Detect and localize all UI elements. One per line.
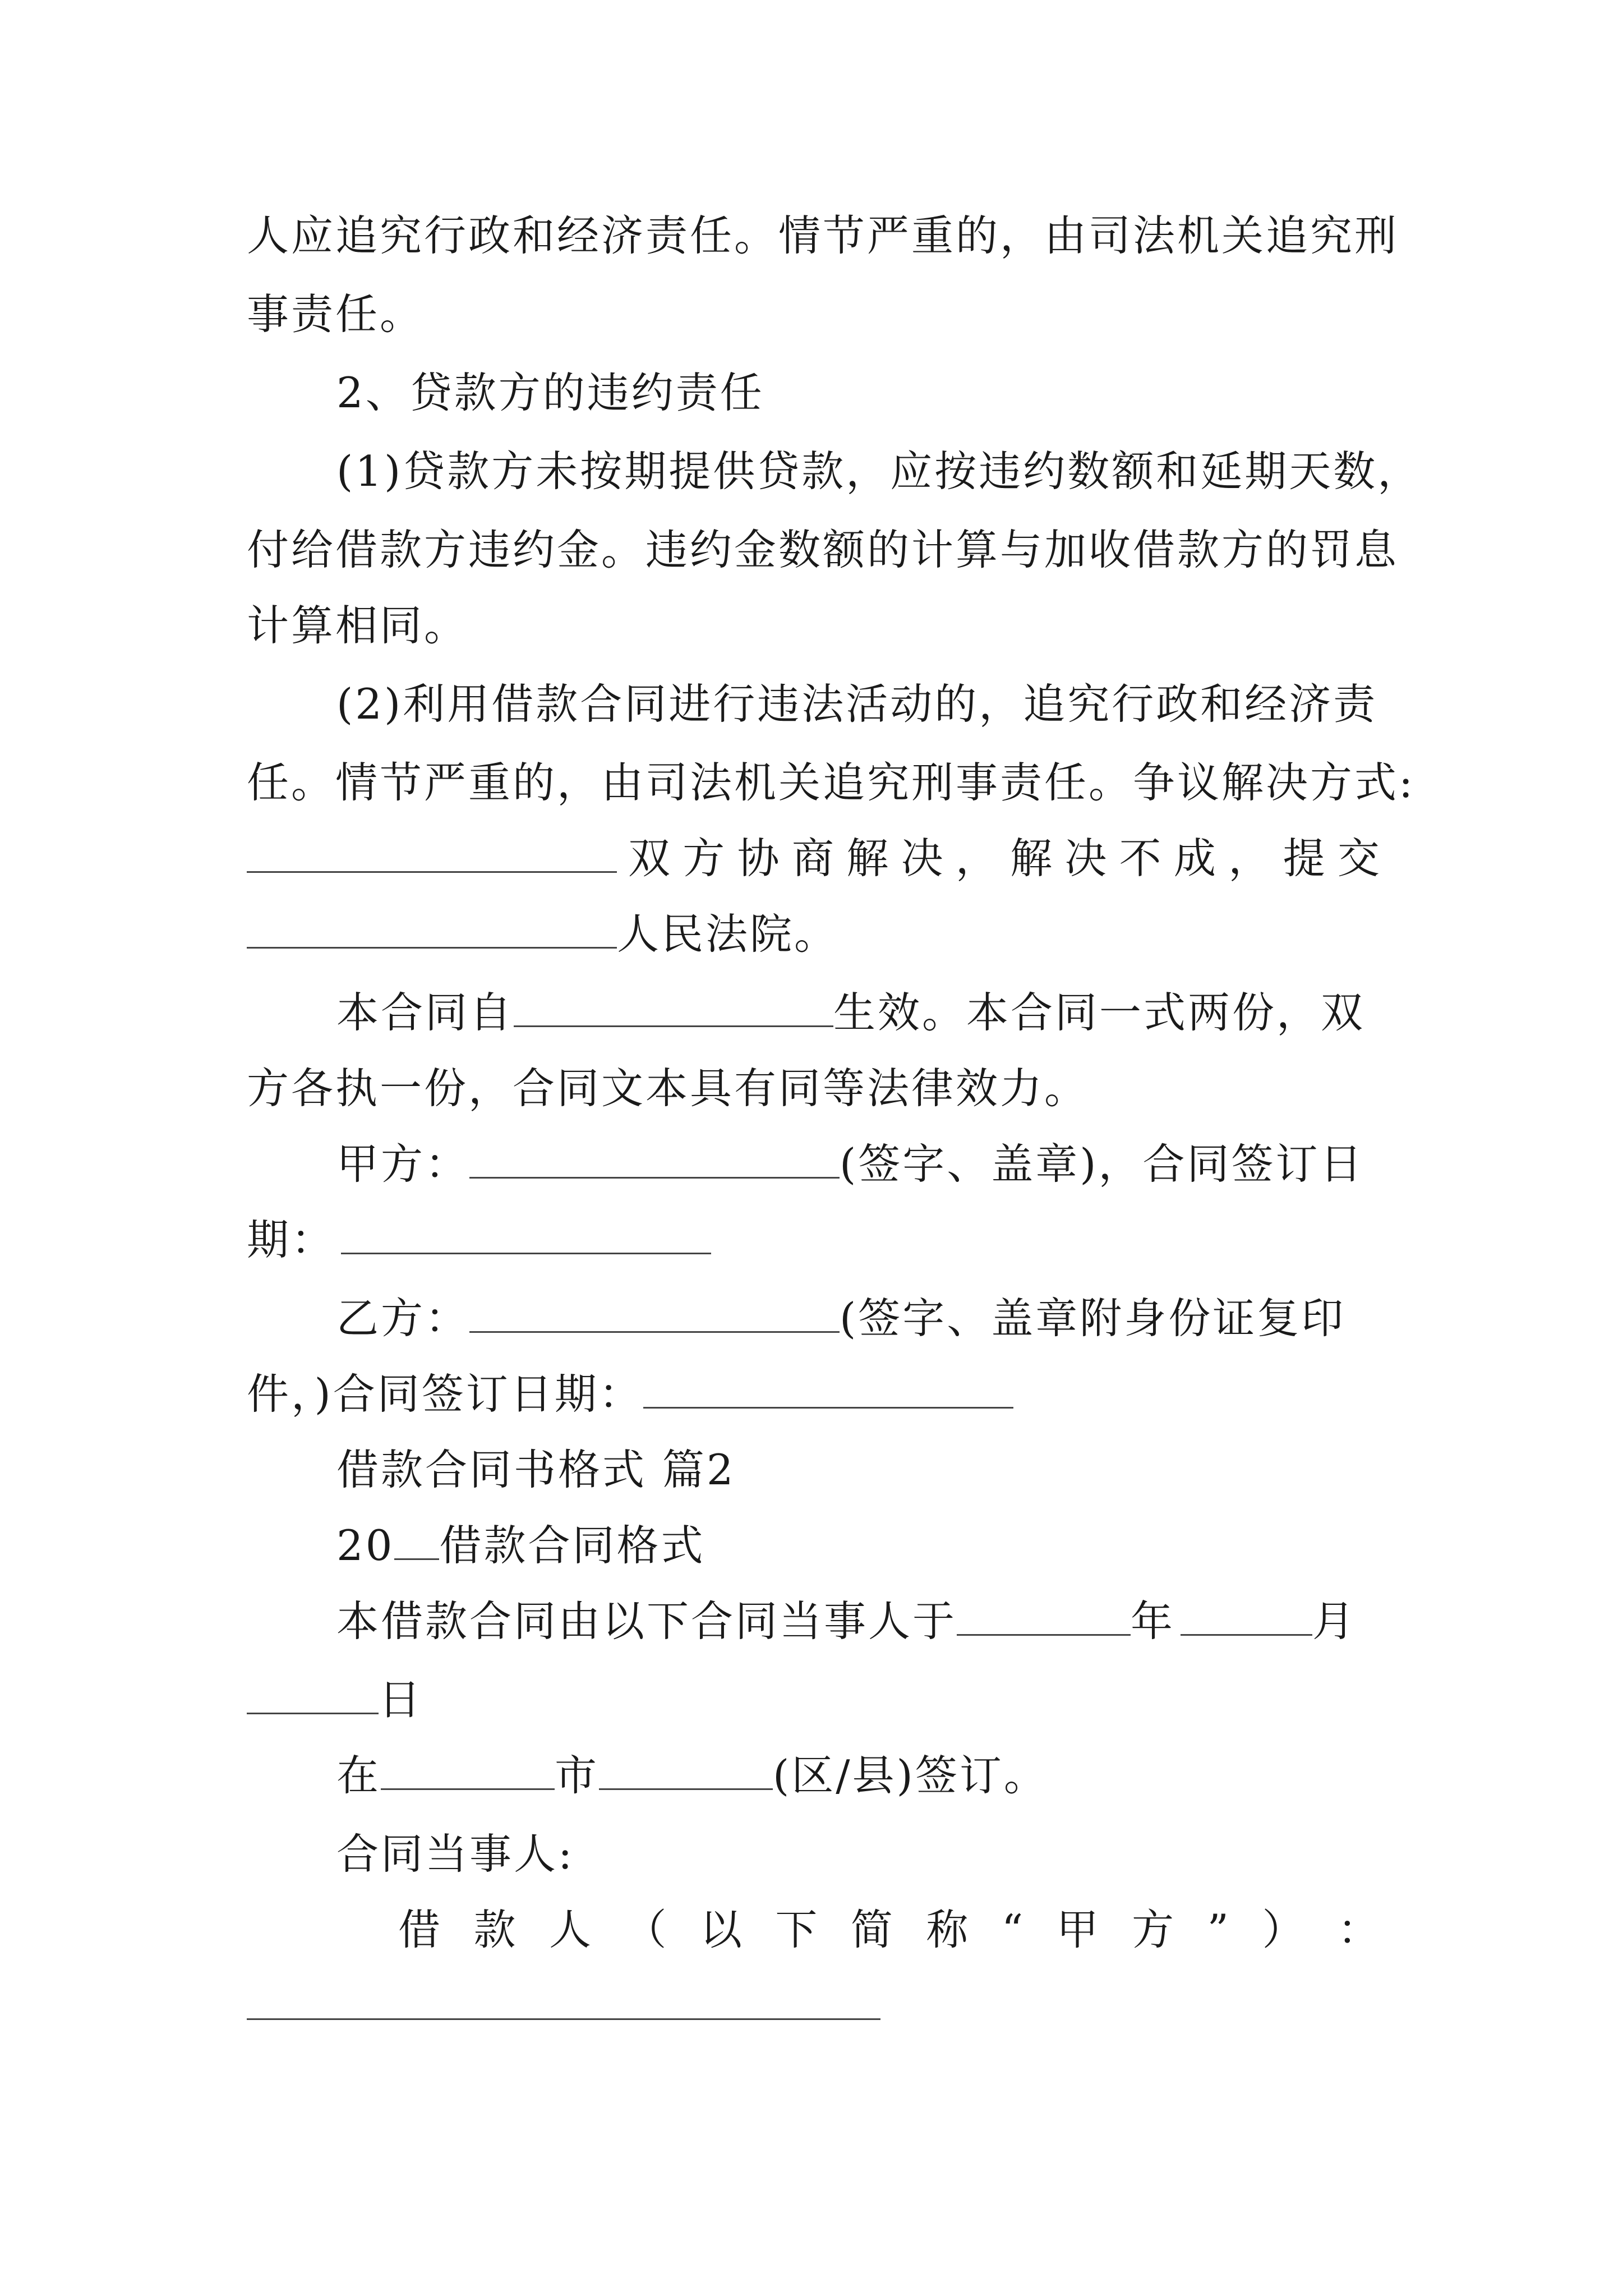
blank-field bbox=[247, 835, 617, 873]
text: 借款合同格式 bbox=[439, 1521, 706, 1570]
text: 日 bbox=[379, 1675, 423, 1724]
paragraph-line: 方各执一份，合同文本具有同等法律效力。 bbox=[247, 1064, 1089, 1113]
party-b-line bbox=[336, 1290, 1380, 1346]
blank-field bbox=[394, 1522, 439, 1560]
text: 本借款合同由以下合同当事人于 bbox=[336, 1596, 957, 1646]
effective-line bbox=[336, 984, 1380, 1041]
paragraph-line: 事责任。 bbox=[247, 289, 425, 339]
blank-field bbox=[643, 1371, 1013, 1409]
title-line bbox=[336, 1517, 1380, 1573]
text: 件，)合同签订日期： bbox=[247, 1369, 643, 1419]
blank-field bbox=[341, 1217, 711, 1254]
blank-field bbox=[381, 1752, 555, 1790]
text: 乙方： bbox=[336, 1294, 470, 1343]
paragraph-line: (2)利用借款合同进行违法活动的，追究行政和经济责 bbox=[336, 679, 1378, 729]
paragraph-line: 任。情节严重的，由司法机关追究刑事责任。争议解决方式: bbox=[247, 758, 1415, 807]
date-line bbox=[247, 1366, 1380, 1422]
blank-field bbox=[957, 1598, 1131, 1636]
section-heading: 2、贷款方的违约责任 bbox=[336, 368, 764, 417]
blank-field bbox=[1181, 1598, 1312, 1636]
paragraph-line: 人应追究行政和经济责任。情节严重的，由司法机关追究刑 bbox=[247, 211, 1399, 260]
place-line bbox=[336, 1747, 1380, 1803]
dispute-line bbox=[247, 830, 1380, 886]
paragraph-line: 计算相同。 bbox=[247, 601, 469, 650]
text: 甲方： bbox=[336, 1139, 470, 1189]
blank-field bbox=[247, 911, 617, 949]
paragraph-line: 付给借款方违约金。违约金数额的计算与加收借款方的罚息 bbox=[247, 525, 1399, 574]
court-line bbox=[247, 906, 1380, 962]
text: 期： bbox=[247, 1215, 336, 1264]
text: 生效。本合同一式两份，双 bbox=[833, 988, 1366, 1037]
date-line bbox=[247, 1212, 1380, 1268]
text: (签字、盖章附身份证复印 bbox=[840, 1294, 1346, 1343]
blank-field bbox=[514, 990, 833, 1027]
blank-field bbox=[247, 1677, 379, 1714]
text: 在 bbox=[336, 1751, 381, 1800]
text: 月 bbox=[1312, 1596, 1357, 1646]
party-a-line bbox=[336, 1136, 1380, 1192]
date-sign-line bbox=[247, 1672, 1380, 1728]
text: 本合同自 bbox=[336, 988, 514, 1037]
court-text: 人民法院。 bbox=[617, 909, 839, 959]
text: 20 bbox=[336, 1521, 395, 1570]
spread-text: 双 方 协 商 解 决 ， 解 决 不 成 ， 提 交 bbox=[628, 834, 1380, 883]
text: 市 bbox=[555, 1751, 600, 1800]
text: (签字、盖章)，合同签订日 bbox=[840, 1139, 1364, 1189]
text: 年 bbox=[1131, 1596, 1175, 1646]
blank-field bbox=[599, 1752, 773, 1790]
blank-field bbox=[247, 1982, 880, 2020]
spread-text: 借 款 人 （ 以 下 简 称 “ 甲 方 ” ） ： bbox=[398, 1905, 1380, 1954]
text: (区/县)签订。 bbox=[773, 1751, 1048, 1800]
borrower-line bbox=[398, 1902, 1380, 1958]
paragraph-line: (1)贷款方未按期提供贷款，应按违约数额和延期天数， bbox=[336, 447, 1422, 496]
paragraph-line: 合同当事人: bbox=[336, 1829, 575, 1879]
blank-field bbox=[469, 1295, 840, 1333]
date-sign-line bbox=[336, 1593, 1380, 1649]
heading-line: 借款合同书格式 篇2 bbox=[336, 1445, 736, 1494]
blank-field bbox=[469, 1141, 840, 1179]
borrower-blank-line bbox=[247, 1977, 1380, 2033]
